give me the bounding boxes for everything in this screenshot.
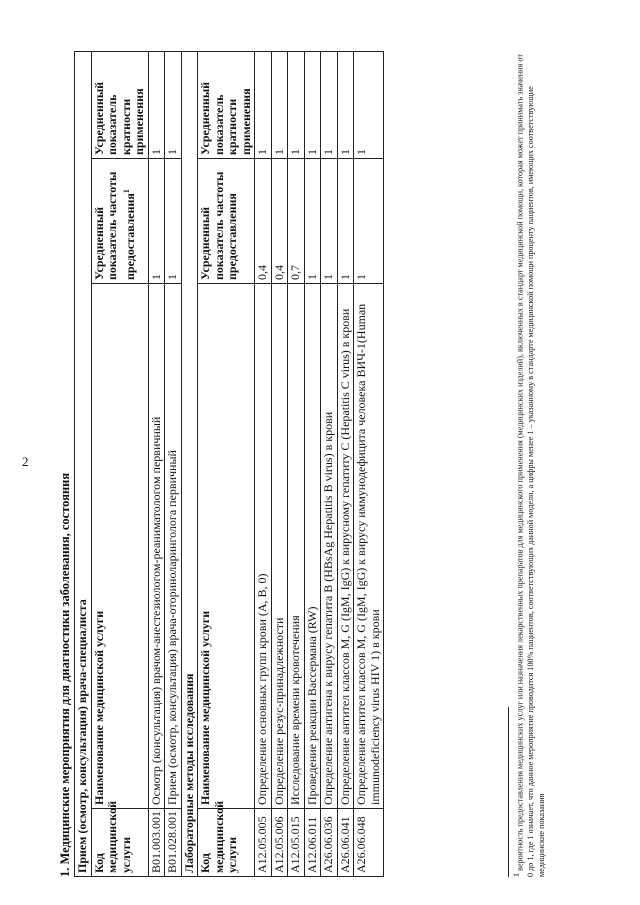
page-number: 2 bbox=[22, 454, 29, 469]
cell-code: A12.05.015 bbox=[288, 809, 305, 877]
cell-code: A26.06.041 bbox=[337, 809, 354, 877]
footnote-mark: 1 bbox=[512, 873, 521, 877]
cell-name: Определение антигена к вирусу гепатита B (HBsAg Hepatitis B virus) в крови bbox=[321, 284, 338, 809]
cell-mult: 1 bbox=[165, 51, 182, 158]
cell-name: Исследование времени кровотечения bbox=[288, 284, 305, 809]
cell-name: Проведение реакции Вассермана (RW) bbox=[304, 284, 321, 809]
column-header-label: Наименование медицинской услуги bbox=[198, 610, 212, 805]
column-header bbox=[198, 51, 255, 158]
cell-freq: 1 bbox=[321, 159, 338, 284]
cell-name: Определение антител классов M, G (IgM, IgG) к вирусу иммунодефицита человека ВИЧ-1(Human immunodeficiency virus HIV 1) в крови bbox=[354, 284, 384, 809]
cell-mult: 1 bbox=[354, 51, 384, 158]
cell-freq: 0,4 bbox=[255, 159, 272, 284]
table-row bbox=[354, 51, 384, 876]
column-header-label: Код медицинской услуги bbox=[198, 800, 239, 873]
cell-mult: 1 bbox=[321, 51, 338, 158]
cell-freq: 0,4 bbox=[271, 159, 288, 284]
section-title: 1. Медицинские мероприятия для диагностики заболевания, состояния bbox=[58, 472, 72, 877]
column-header bbox=[91, 800, 148, 877]
cell-code: A12.05.005 bbox=[255, 809, 272, 877]
cell-mult: 1 bbox=[304, 51, 321, 158]
column-header bbox=[91, 51, 148, 158]
cell-freq: 1 bbox=[165, 159, 182, 284]
table-row bbox=[288, 51, 305, 876]
cell-code: A26.06.048 bbox=[354, 809, 384, 877]
column-header-label: Наименование медицинской услуги bbox=[91, 610, 106, 805]
cell-mult: 1 bbox=[271, 51, 288, 158]
column-header bbox=[198, 159, 255, 284]
header-row bbox=[198, 51, 255, 876]
column-header bbox=[198, 284, 255, 809]
cell-code: A12.06.011 bbox=[304, 809, 321, 877]
column-header-label: Усредненный показатель кратности применения bbox=[198, 81, 253, 155]
group-title: Лабораторные методы исследования bbox=[181, 51, 198, 876]
column-header-label: Усредненный показатель частоты предоставления bbox=[91, 171, 137, 280]
column-header bbox=[91, 159, 148, 284]
cell-name: Прием (осмотр, консультация) врача-оториноларинголога первичный bbox=[165, 284, 182, 809]
group-title-row bbox=[181, 51, 198, 876]
cell-name: Осмотр (консультация) врачом-анестезиологом-реаниматологом первичный bbox=[148, 284, 165, 809]
footnote-ref: 1 bbox=[121, 189, 131, 194]
column-header bbox=[198, 800, 255, 877]
cell-code: A12.05.006 bbox=[271, 809, 288, 877]
table-row bbox=[165, 51, 182, 876]
cell-name: Определение антител классов M, G (IgM, IgG) к вирусному гепатиту C (Hepatitis C virus) в крови bbox=[337, 284, 354, 809]
group-title-row bbox=[75, 51, 92, 876]
footnote-text: вероятность предоставления медицинских услуг или назначения лекарственных препаратов для медицинского применения (медицинских изделий), включенных в стандарт медицинской помощи, которая может принимать значения от 0 до 1, где 1 означает, что данное мероприятие проводится 100% пациентов, соответствующих данной модели, а цифры менее 1 – указанному в стандарте медицинской помощи проценту пациентов, имеющих соответствующие медицинские показания bbox=[515, 54, 546, 877]
cell-freq: 0,7 bbox=[288, 159, 305, 284]
cell-freq: 1 bbox=[354, 159, 384, 284]
table-row bbox=[255, 51, 272, 876]
cell-freq: 1 bbox=[304, 159, 321, 284]
cell-code: A26.06.036 bbox=[321, 809, 338, 877]
table-row bbox=[337, 51, 354, 876]
rotated-document bbox=[58, 47, 633, 877]
table-row bbox=[148, 51, 165, 876]
cell-mult: 1 bbox=[337, 51, 354, 158]
column-header-label: Усредненный показатель кратности применения bbox=[91, 81, 146, 155]
cell-name: Определение основных групп крови (A, B, 0) bbox=[255, 284, 272, 809]
table-row bbox=[304, 51, 321, 876]
column-header-label: Код медицинской услуги bbox=[91, 800, 133, 873]
footnote bbox=[508, 52, 547, 877]
column-header-label: Усредненный показатель частоты предоставления bbox=[198, 171, 239, 280]
column-header bbox=[91, 284, 148, 809]
cell-code: B01.028.001 bbox=[165, 809, 182, 877]
cell-mult: 1 bbox=[288, 51, 305, 158]
cell-freq: 1 bbox=[337, 159, 354, 284]
cell-code: B01.003.001 bbox=[148, 809, 165, 877]
table-row bbox=[271, 51, 288, 876]
cell-name: Определение резус-принадлежности bbox=[271, 284, 288, 809]
cell-mult: 1 bbox=[255, 51, 272, 158]
header-row bbox=[91, 51, 148, 876]
footnote-rule bbox=[508, 707, 509, 877]
cell-freq: 1 bbox=[148, 159, 165, 284]
group-title: Прием (осмотр, консультация) врача-специалиста bbox=[75, 51, 92, 876]
services-table bbox=[74, 51, 384, 877]
table-row bbox=[321, 51, 338, 876]
cell-mult: 1 bbox=[148, 51, 165, 158]
